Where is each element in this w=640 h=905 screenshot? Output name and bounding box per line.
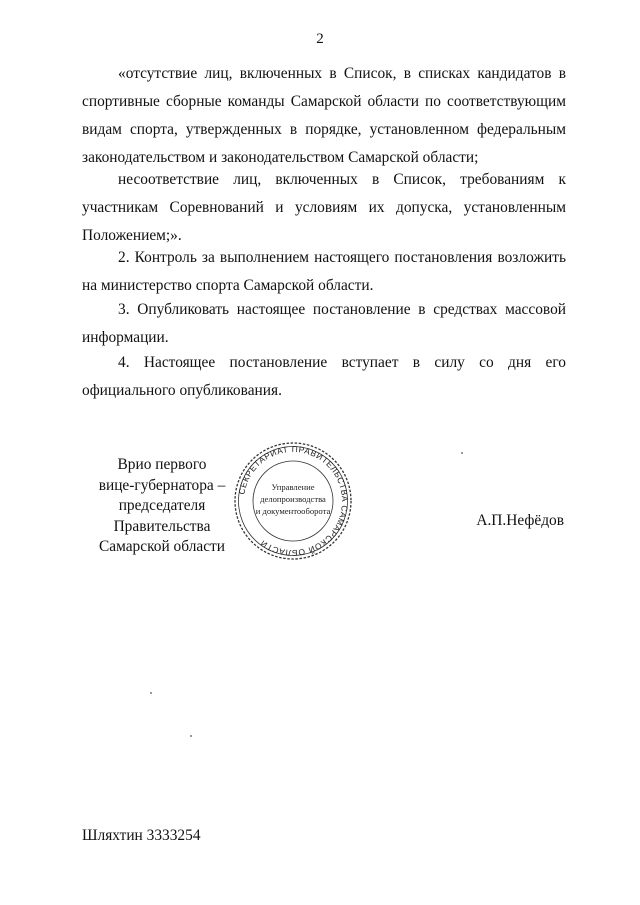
page-number: 2 (316, 31, 324, 47)
paragraph-4 (82, 296, 566, 352)
official-stamp-seal (232, 440, 354, 562)
text-line: Положением;». (82, 227, 182, 244)
text-line: на министерство спорта Самарской области. (82, 277, 374, 294)
paragraph-2 (82, 166, 566, 250)
signatory-position-line: Врио первого (117, 456, 207, 473)
text-line: официального опубликования. (82, 382, 282, 399)
signatory-position (82, 455, 242, 558)
paragraph-5 (82, 349, 566, 405)
signatory-name: А.П.Нефёдов (476, 512, 564, 529)
text-line: законодательством и законодательством Самарской области; (82, 149, 479, 166)
text-line: информации. (82, 329, 169, 346)
stamp-center-line: Управление (271, 482, 315, 492)
text-line: видам спорта, утвержденных в порядке, установленном федеральным (82, 121, 566, 138)
stamp-center-line: и документооборота (255, 506, 331, 516)
scan-speck (461, 452, 463, 454)
text-line: участникам Соревнований и условиям их допуска, установленным (82, 199, 566, 216)
executor-note: Шляхтин 3333254 (82, 827, 201, 844)
signatory-position-line: Самарской области (98, 538, 225, 555)
paragraph-3 (82, 244, 566, 300)
stamp-ring-text: СЕКРЕТАРИАТ ПРАВИТЕЛЬСТВА САМАРСКОЙ ОБЛАСТИ (236, 443, 351, 559)
text-line: «отсутствие лиц, включенных в Список, в списках кандидатов в (118, 65, 566, 82)
stamp-center-line: делопроизводства (260, 494, 326, 504)
signatory-position-line: вице-губернатора – (98, 476, 226, 494)
scan-speck (190, 735, 192, 737)
signatory-position-line: председателя Правительства (113, 497, 211, 535)
scan-speck (150, 692, 152, 694)
text-line: 2. Контроль за выполнением настоящего постановления возложить (118, 249, 566, 266)
text-line: 3. Опубликовать настоящее постановление в средствах массовой (118, 301, 566, 318)
text-line: 4. Настоящее постановление вступает в силу со дня его (118, 354, 566, 371)
text-line: несоответствие лиц, включенных в Список, требованиям к (118, 171, 566, 188)
paragraph-1 (82, 60, 566, 172)
text-line: спортивные сборные команды Самарской области по соответствующим (82, 93, 566, 110)
